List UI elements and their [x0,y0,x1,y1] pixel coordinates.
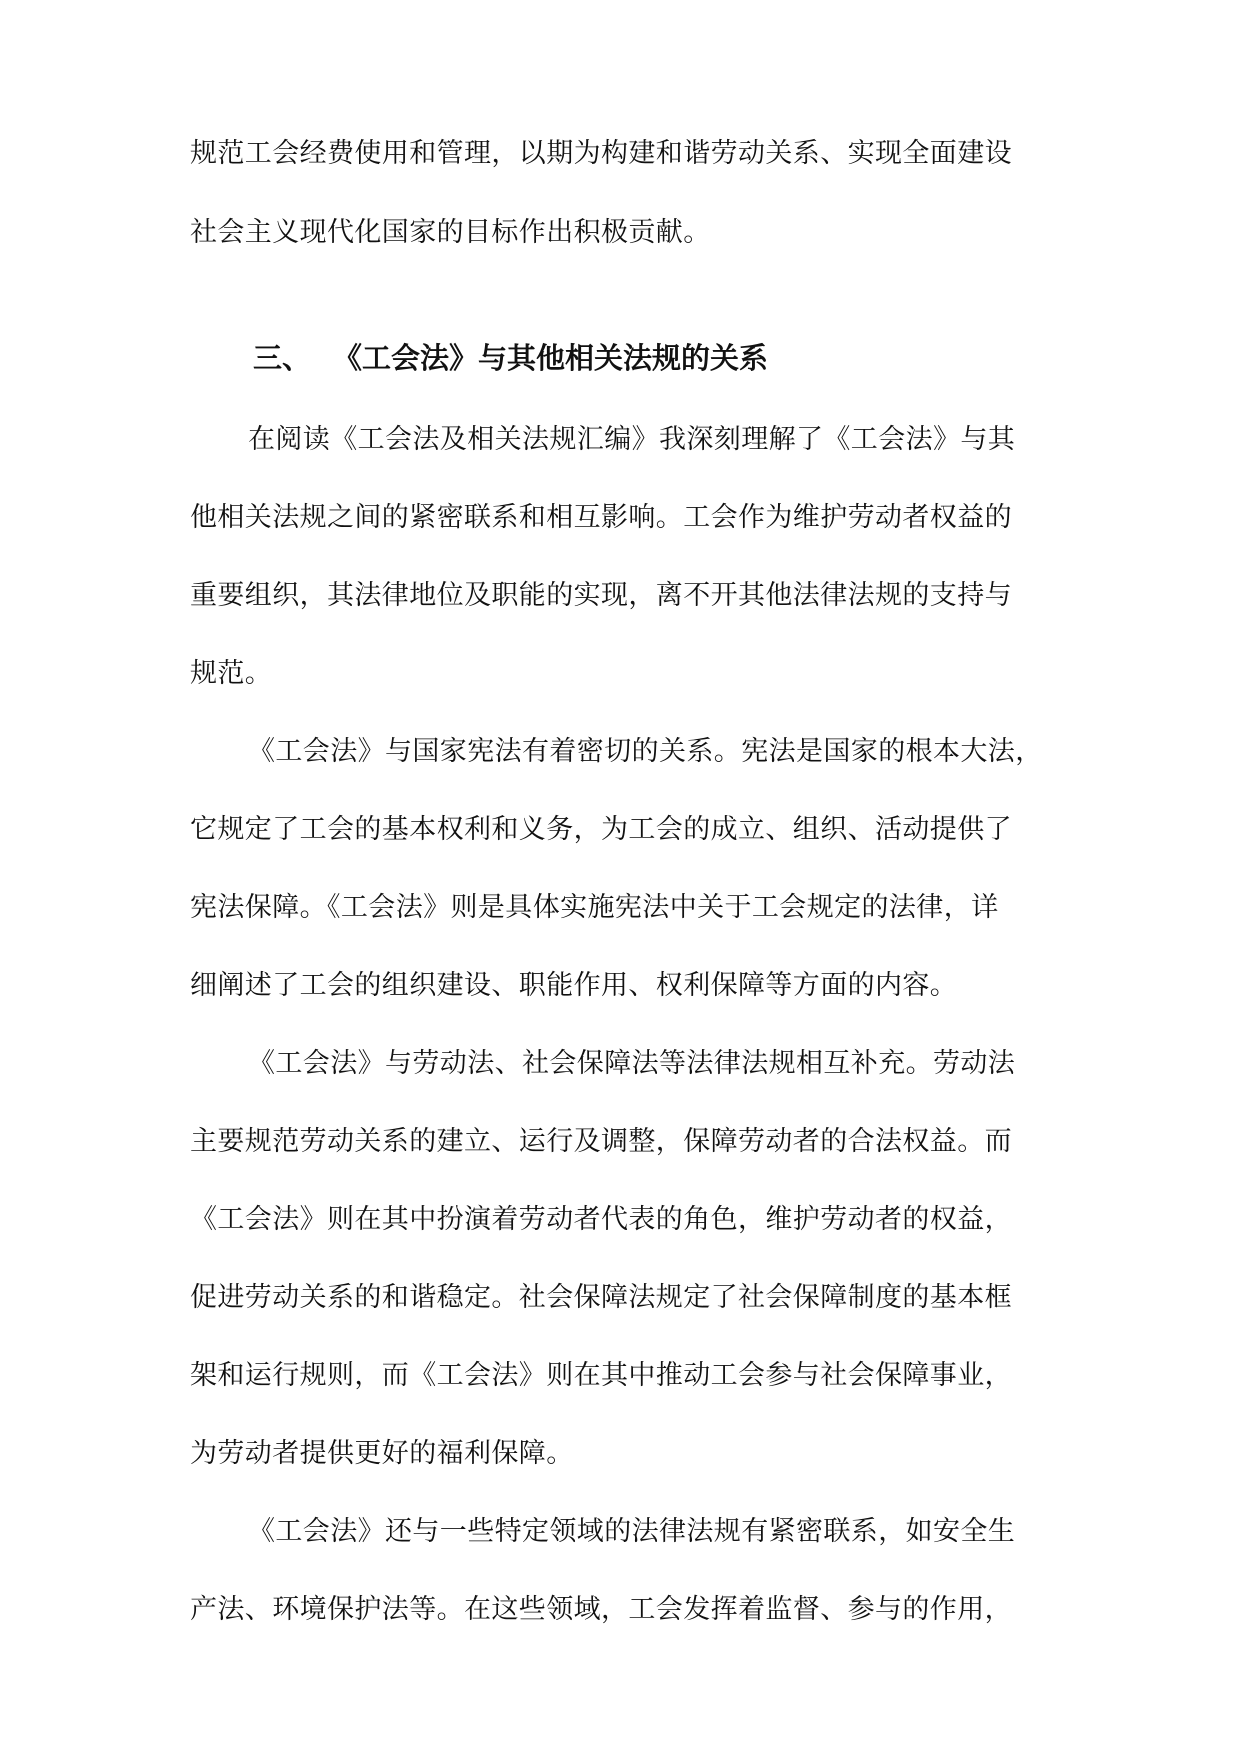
text-line: 主要规范劳动关系的建立、运行及调整，保障劳动者的合法权益。而 [190,1126,1012,1157]
text-line: 重要组织，其法律地位及职能的实现，离不开其他法律法规的支持与 [190,580,1012,611]
text-line: 产法、环境保护法等。在这些领域，工会发挥着监督、参与的作用， [190,1594,1012,1625]
text-line: 《工会法》则在其中扮演着劳动者代表的角色，维护劳动者的权益， [190,1204,1012,1235]
text-line: 社会主义现代化国家的目标作出积极贡献。 [190,217,711,248]
text-line: 他相关法规之间的紧密联系和相互影响。工会作为维护劳动者权益的 [190,502,1012,533]
paragraph-first-line: 在阅读《工会法及相关法规汇编》我深刻理解了《工会法》与其 [248,424,1016,455]
text-line: 为劳动者提供更好的福利保障。 [190,1438,574,1469]
text-line: 它规定了工会的基本权利和义务，为工会的成立、组织、活动提供了 [190,814,1012,845]
paragraph-first-line: 《工会法》与劳动法、社会保障法等法律法规相互补充。劳动法 [248,1048,1016,1079]
section-title: 《工会法》与其他相关法规的关系 [333,341,769,375]
text-line: 促进劳动关系的和谐稳定。社会保障法规定了社会保障制度的基本框 [190,1282,1012,1313]
paragraph-first-line: 《工会法》还与一些特定领域的法律法规有紧密联系，如安全生 [248,1516,1016,1547]
paragraph-first-line: 《工会法》与国家宪法有着密切的关系。宪法是国家的根本大法， [248,736,1043,767]
text-line: 细阐述了工会的组织建设、职能作用、权利保障等方面的内容。 [190,970,958,1001]
text-line: 宪法保障。《工会法》则是具体实施宪法中关于工会规定的法律，详 [190,892,999,923]
text-line: 架和运行规则，而《工会法》则在其中推动工会参与社会保障事业， [190,1360,1012,1391]
text-line: 规范工会经费使用和管理，以期为构建和谐劳动关系、实现全面建设 [190,138,1012,169]
text-line: 规范。 [190,658,273,689]
section-number: 三、 [253,341,312,375]
section-heading [253,336,768,380]
